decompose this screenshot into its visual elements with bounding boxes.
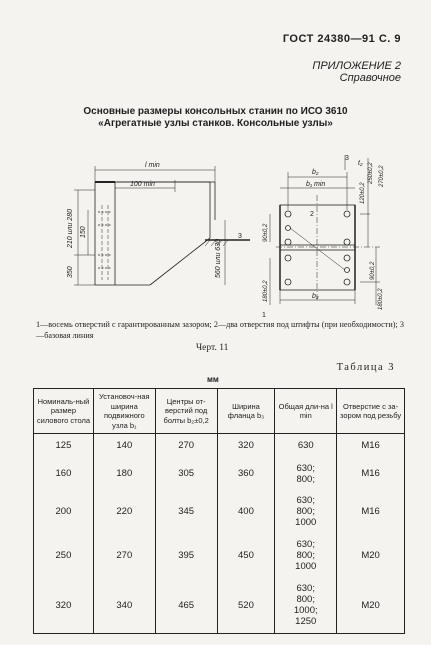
- cell-b1: 340: [93, 578, 155, 634]
- cell-b3: 320: [217, 434, 275, 458]
- dim-560-630: 560 или 630: [215, 239, 222, 278]
- dim-b2: b₂: [312, 169, 319, 176]
- cell-b2: 395: [155, 534, 217, 578]
- table-row: [34, 434, 405, 458]
- cell-nominal: 160: [34, 458, 94, 490]
- col-header-flange-width: Ширина фланца b₃: [217, 389, 275, 434]
- table-row: [34, 578, 405, 634]
- cell-thread: M16: [337, 490, 405, 534]
- technical-drawing: [0, 130, 431, 320]
- cell-nominal: 125: [34, 434, 94, 458]
- figure-caption: Черт. 11: [196, 343, 229, 353]
- table-row: [34, 490, 405, 534]
- cell-length: 630: [275, 434, 337, 458]
- appendix-block: [312, 60, 401, 84]
- cell-b3: 450: [217, 534, 275, 578]
- dim-t2: t₂: [358, 160, 363, 167]
- cell-b1: 180: [93, 458, 155, 490]
- cell-thread: M20: [337, 534, 405, 578]
- callout-2: 2: [310, 211, 314, 218]
- dim-b3: b₃: [312, 293, 319, 300]
- figure-legend: 1—восемь отверстий с гарантированным зазором; 2—два отверстия под штифты (при необходимости); 3—базовая линия: [36, 320, 404, 340]
- table-row: [34, 534, 405, 578]
- dim-180-b: 180±0,2: [378, 288, 384, 310]
- dim-250-a: 250±0,2: [368, 162, 374, 184]
- appendix-title: ПРИЛОЖЕНИЕ 2: [312, 60, 401, 72]
- cell-thread: M16: [337, 458, 405, 490]
- dim-l-min: l min: [145, 162, 160, 169]
- dimensions-table: [33, 388, 405, 634]
- col-header-mount-width: Установоч-ная ширина подвижного узла b₁: [93, 389, 155, 434]
- document-title: [0, 106, 431, 130]
- appendix-subtitle: Справочное: [339, 72, 401, 84]
- cell-b3: 360: [217, 458, 275, 490]
- title-line-2: «Агрегатные узлы станков. Консольные узлы»: [98, 118, 333, 129]
- cell-b3: 520: [217, 578, 275, 634]
- cell-b2: 345: [155, 490, 217, 534]
- dim-90-a: 90±0,2: [263, 223, 269, 242]
- callout-3-right: 3: [345, 155, 349, 162]
- dim-210-280: 210 или 280: [67, 209, 74, 248]
- col-header-nominal-size: Номиналь-ный размер силового стола: [34, 389, 94, 434]
- cell-length: 630; 800;: [275, 458, 337, 490]
- cell-b2: 465: [155, 578, 217, 634]
- table-row: [34, 458, 405, 490]
- dim-120-a: 120±0,2: [360, 182, 366, 204]
- cell-b1: 270: [93, 534, 155, 578]
- cell-length: 630; 800; 1000; 1250: [275, 578, 337, 634]
- unit-label: мм: [207, 375, 219, 384]
- col-header-total-length: Общая дли-на l min: [275, 389, 337, 434]
- cell-thread: M16: [337, 434, 405, 458]
- dim-150: 150: [80, 226, 87, 238]
- table-header-row: [34, 389, 405, 434]
- cell-length: 630; 800; 1000: [275, 490, 337, 534]
- callout-1: 1: [262, 312, 266, 319]
- cell-nominal: 200: [34, 490, 94, 534]
- dim-90-b: 90±0,2: [370, 261, 376, 280]
- dim-b1-min: b₁ min: [306, 181, 326, 188]
- cell-b1: 140: [93, 434, 155, 458]
- cell-b3: 400: [217, 490, 275, 534]
- front-view: [270, 155, 380, 305]
- cell-nominal: 250: [34, 534, 94, 578]
- dim-180-a: 180±0,2: [263, 280, 269, 302]
- cell-length: 630; 800; 1000: [275, 534, 337, 578]
- col-header-bolt-centers: Центры от-верстий под болты b₂±0,2: [155, 389, 217, 434]
- table-caption: Таблица 3: [336, 362, 395, 373]
- col-header-thread-hole: Отверстие с за-зором под резьбу: [337, 389, 405, 434]
- dim-100-min: 100 min: [130, 181, 155, 188]
- cell-thread: M20: [337, 578, 405, 634]
- cell-b2: 305: [155, 458, 217, 490]
- callout-3-left: 3: [238, 233, 242, 240]
- title-line-1: Основные размеры консольных станин по ИСО 3610: [83, 106, 348, 117]
- dim-270-a: 270±0,2: [379, 165, 385, 187]
- cell-b2: 270: [155, 434, 217, 458]
- side-view: [74, 166, 250, 285]
- page-header: ГОСТ 24380—91 С. 9: [282, 33, 401, 45]
- dim-350: 350: [67, 266, 74, 278]
- cell-b1: 220: [93, 490, 155, 534]
- cell-nominal: 320: [34, 578, 94, 634]
